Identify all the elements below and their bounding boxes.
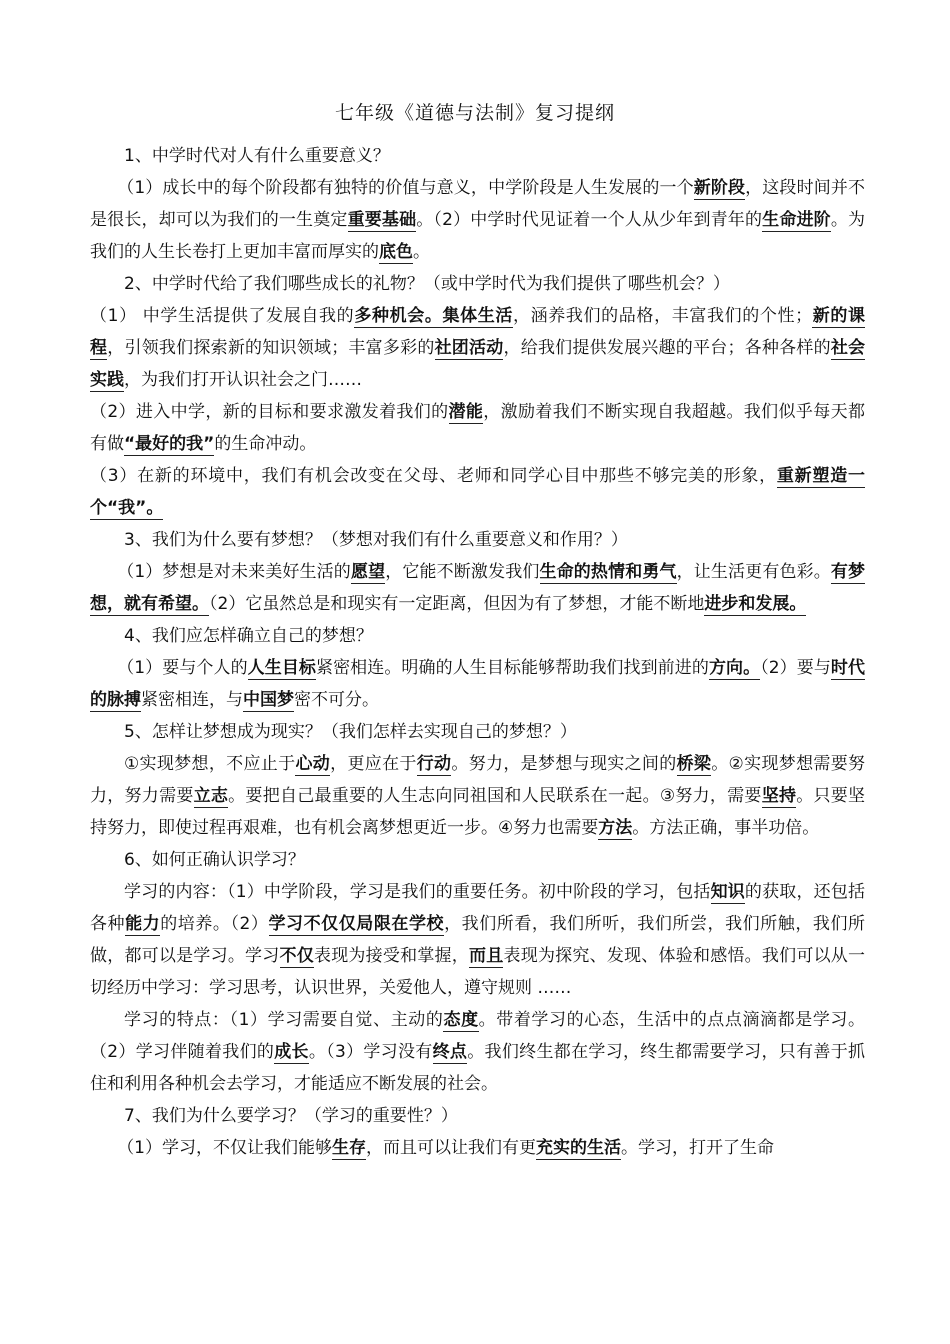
paragraph bbox=[90, 556, 865, 620]
key-term: 能力 bbox=[125, 914, 161, 934]
key-term: 社会实践 bbox=[90, 338, 866, 390]
document-title: 七年级《道德与法制》复习提纲 bbox=[334, 102, 615, 124]
text-run: ，给我们提供发展兴趣的平台；各种各样的 bbox=[503, 338, 831, 358]
key-term: 心动 bbox=[295, 754, 331, 774]
key-term: “最好的我” bbox=[124, 434, 215, 454]
key-term: 中国梦 bbox=[243, 690, 294, 710]
text-run: 。（2）中学时代见证着一个人从少年到青年的 bbox=[416, 210, 763, 230]
text-run: 。要把自己最重要的人生志向同祖国和人民联系在一起。③努力，需要 bbox=[228, 786, 762, 806]
paragraph bbox=[90, 524, 865, 556]
paragraph bbox=[90, 652, 865, 716]
key-term: 学习不仅仅局限在学校 bbox=[268, 914, 445, 934]
text-run: 2、中学时代给了我们哪些成长的礼物？（或中学时代为我们提供了哪些机会？） bbox=[124, 274, 730, 294]
paragraph bbox=[90, 620, 865, 652]
paragraph bbox=[90, 396, 865, 460]
key-term: 生命的热情和勇气 bbox=[539, 562, 677, 582]
document-body bbox=[90, 140, 865, 1164]
key-term: 坚持 bbox=[761, 786, 797, 806]
text-run: 紧密相连。明确的人生目标能够帮助我们找到前进的 bbox=[316, 658, 709, 678]
key-term: 充实的生活 bbox=[536, 1138, 622, 1158]
text-run: ，更应在于 bbox=[330, 754, 417, 774]
text-run: ，激励着我们不断实现自我超越。我们似乎每天都有做 bbox=[90, 402, 866, 454]
key-term: 方向。 bbox=[708, 658, 761, 678]
key-term: 桥梁 bbox=[676, 754, 712, 774]
text-run: 5、怎样让梦想成为现实？（我们怎样去实现自己的梦想？） bbox=[124, 722, 577, 742]
text-run: 紧密相连，与 bbox=[141, 690, 243, 710]
text-run: （1）梦想是对未来美好生活的 bbox=[117, 562, 351, 582]
key-term: 人生目标 bbox=[247, 658, 317, 678]
paragraph bbox=[90, 1100, 865, 1132]
text-run: 4、我们应怎样确立自己的梦想？ bbox=[124, 626, 373, 646]
text-run: ，为我们打开认识社会之门…… bbox=[124, 370, 362, 390]
text-run: ，我们所看，我们所听，我们所尝，我们所触，我们所做，都可以是学习。学习 bbox=[90, 914, 866, 966]
text-run: （1）成长中的每个阶段都有独特的价值与意义，中学阶段是人生发展的一个 bbox=[117, 178, 694, 198]
key-term: 方法 bbox=[598, 818, 633, 838]
text-run: ，涵养我们的品格，丰富我们的个性； bbox=[513, 306, 813, 326]
key-term: 重新塑造一个“我”。 bbox=[90, 466, 865, 518]
text-run: ，这段时间并不是很长，却可以为我们的一生奠定 bbox=[90, 178, 865, 230]
key-term: 行动 bbox=[416, 754, 452, 774]
text-run: （1）要与个人的 bbox=[117, 658, 248, 678]
key-term: 而且 bbox=[469, 946, 504, 966]
text-run: 的获取，还包括各种 bbox=[90, 882, 865, 934]
text-run: 。我们终生都在学习，终生都需要学习，只有善于抓住和利用各种机会去学习，才能适应不断发展的社会。 bbox=[90, 1042, 866, 1094]
text-run: 1、中学时代对人有什么重要意义？ bbox=[124, 146, 390, 166]
text-run: 7、我们为什么要学习？（学习的重要性？） bbox=[124, 1106, 458, 1126]
text-run: ①实现梦想，不应止于 bbox=[124, 754, 296, 774]
text-run: 3、我们为什么要有梦想？（梦想对我们有什么重要意义和作用？） bbox=[124, 530, 628, 550]
paragraph bbox=[90, 460, 865, 524]
key-term: 愿望 bbox=[350, 562, 386, 582]
text-run: 表现为接受和掌握， bbox=[313, 946, 470, 966]
paragraph bbox=[90, 300, 865, 396]
key-term: 生命进阶 bbox=[762, 210, 831, 230]
text-run: 6、如何正确认识学习？ bbox=[124, 850, 305, 870]
text-run: （3）在新的环境中，我们有机会改变在父母、老师和同学心目中那些不够完美的形象， bbox=[90, 466, 777, 486]
key-term: 多种机会。集体生活 bbox=[354, 306, 514, 326]
key-term: 不仅 bbox=[279, 946, 314, 966]
key-term: 新的课程 bbox=[90, 306, 866, 358]
key-term: 成长 bbox=[274, 1042, 309, 1062]
paragraph bbox=[90, 844, 865, 876]
text-run: ，引领我们探索新的知识领域；丰富多彩的 bbox=[107, 338, 435, 358]
text-run: 学习的内容：（1）中学阶段，学习是我们的重要任务。初中阶段的学习，包括 bbox=[124, 882, 711, 902]
text-run: 的生命冲动。 bbox=[214, 434, 317, 454]
text-run: 。努力，是梦想与现实之间的 bbox=[451, 754, 677, 774]
paragraph bbox=[90, 1132, 865, 1164]
paragraph bbox=[90, 268, 865, 300]
paragraph bbox=[90, 172, 865, 268]
key-term: 进步和发展。 bbox=[704, 594, 807, 614]
paragraph bbox=[90, 140, 865, 172]
paragraph bbox=[90, 876, 865, 1004]
text-run: 。学习，打开了生命 bbox=[621, 1138, 775, 1158]
key-term: 生存 bbox=[332, 1138, 367, 1158]
text-run: ，而且可以让我们有更 bbox=[366, 1138, 537, 1158]
text-run: ，让生活更有色彩。 bbox=[676, 562, 831, 582]
text-run: （2）要与 bbox=[760, 658, 831, 678]
text-run: 的培养。（2） bbox=[160, 914, 269, 934]
key-term: 底色 bbox=[379, 242, 413, 262]
key-term: 时代的脉搏 bbox=[90, 658, 866, 710]
text-run: 。 bbox=[413, 242, 430, 262]
text-run: （1）学习，不仅让我们能够 bbox=[117, 1138, 333, 1158]
text-run: 。为我们的人生长卷打上更加丰富而厚实的 bbox=[90, 210, 866, 262]
key-term: 立志 bbox=[193, 786, 229, 806]
text-run: 表现为探究、发现、体验和感悟。我们可以从一切经历中学习：学习思考，认识世界，关爱他人，遵守规则 …… bbox=[90, 946, 866, 998]
text-run: 。带着学习的心态，生活中的点点滴滴都是学习。（2）学习伴随着我们的 bbox=[90, 1010, 866, 1062]
text-run: ，它能不断激发我们 bbox=[385, 562, 540, 582]
text-run: 学习的特点：（1）学习需要自觉、主动的 bbox=[124, 1010, 444, 1030]
text-run: 。只要坚持努力，即使过程再艰难，也有机会离梦想更近一步。④努力也需要 bbox=[90, 786, 866, 838]
key-term: 终点 bbox=[432, 1042, 468, 1062]
key-term: 新阶段 bbox=[693, 178, 746, 198]
key-term: 有梦想，就有希望。 bbox=[90, 562, 866, 614]
text-run: 密不可分。 bbox=[294, 690, 379, 710]
text-run: （1） 中学生活提供了发展自我的 bbox=[90, 306, 355, 326]
key-term: 态度 bbox=[443, 1010, 479, 1030]
text-run: 。（3）学习没有 bbox=[308, 1042, 433, 1062]
paragraph bbox=[90, 716, 865, 748]
paragraph bbox=[90, 748, 865, 844]
paragraph bbox=[90, 1004, 865, 1100]
text-run: 。②实现梦想需要努力，努力需要 bbox=[90, 754, 866, 806]
key-term: 潜能 bbox=[448, 402, 484, 422]
text-run: 。方法正确，事半功倍。 bbox=[632, 818, 820, 838]
text-run: （2）它虽然总是和现实有一定距离，但因为有了梦想，才能不断地 bbox=[209, 594, 705, 614]
key-term: 社团活动 bbox=[434, 338, 504, 358]
key-term: 重要基础 bbox=[347, 210, 417, 230]
key-term: 知识 bbox=[710, 882, 745, 902]
text-run: （2）进入中学，新的目标和要求激发着我们的 bbox=[90, 402, 449, 422]
